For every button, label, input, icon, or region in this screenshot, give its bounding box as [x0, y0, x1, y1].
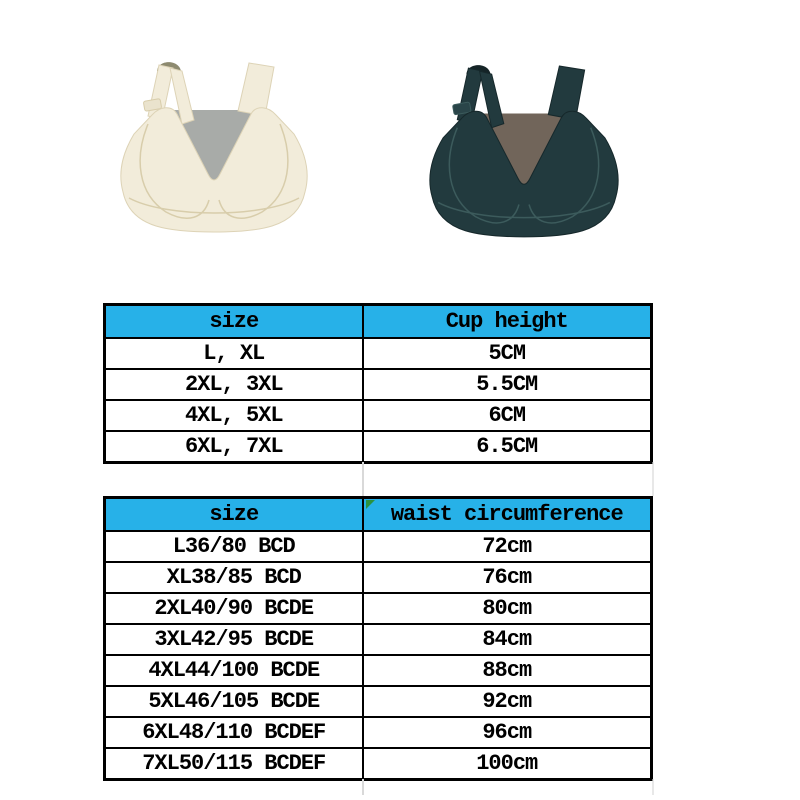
table-cell: 100cm: [363, 748, 652, 780]
table-cell: 84cm: [363, 624, 652, 655]
waist-circumference-size-table: [103, 496, 653, 781]
table-cell: XL38/85 BCD: [105, 562, 363, 593]
table-cell: 88cm: [363, 655, 652, 686]
table-cell: 2XL, 3XL: [105, 369, 363, 400]
cup-height-size-table: [103, 303, 653, 464]
column-header: Cup height: [363, 305, 652, 339]
cell-comment-marker: [366, 500, 375, 509]
faint-gridline: [362, 779, 364, 795]
table-row: [105, 369, 652, 400]
column-header: size: [105, 498, 363, 532]
table-row: [105, 562, 652, 593]
table-cell: 96cm: [363, 717, 652, 748]
table-row: [105, 338, 652, 369]
column-header: size: [105, 305, 363, 339]
table-cell: 72cm: [363, 531, 652, 562]
table-cell: L36/80 BCD: [105, 531, 363, 562]
table-row: [105, 717, 652, 748]
table-cell: 4XL, 5XL: [105, 400, 363, 431]
table-cell: 6CM: [363, 400, 652, 431]
faint-gridline: [652, 462, 654, 496]
table-cell: 5CM: [363, 338, 652, 369]
table-header-row: [105, 498, 652, 532]
table-cell: 76cm: [363, 562, 652, 593]
table-row: [105, 593, 652, 624]
table-cell: 3XL42/95 BCDE: [105, 624, 363, 655]
table-cell: 92cm: [363, 686, 652, 717]
table-cell: 6.5CM: [363, 431, 652, 463]
table-row: [105, 655, 652, 686]
table-cell: 2XL40/90 BCDE: [105, 593, 363, 624]
table-row: [105, 686, 652, 717]
table-header-row: [105, 305, 652, 339]
product-photo-beige-bra: [104, 54, 324, 252]
table-cell: 6XL, 7XL: [105, 431, 363, 463]
bra-strap-right: [548, 66, 584, 120]
table-row: [105, 531, 652, 562]
table-cell: 80cm: [363, 593, 652, 624]
table-cell: 4XL44/100 BCDE: [105, 655, 363, 686]
product-photo-black-bra: [412, 61, 636, 253]
table-cell: 5.5CM: [363, 369, 652, 400]
faint-gridline: [362, 462, 364, 496]
table-row: [105, 431, 652, 463]
table-cell: 5XL46/105 BCDE: [105, 686, 363, 717]
table-cell: L, XL: [105, 338, 363, 369]
table-row: [105, 624, 652, 655]
table-row: [105, 400, 652, 431]
table-row: [105, 748, 652, 780]
column-header: waist circumference: [363, 498, 652, 532]
table-cell: 6XL48/110 BCDEF: [105, 717, 363, 748]
bra-strap-right: [238, 63, 274, 116]
table-cell: 7XL50/115 BCDEF: [105, 748, 363, 780]
faint-gridline: [652, 779, 654, 795]
